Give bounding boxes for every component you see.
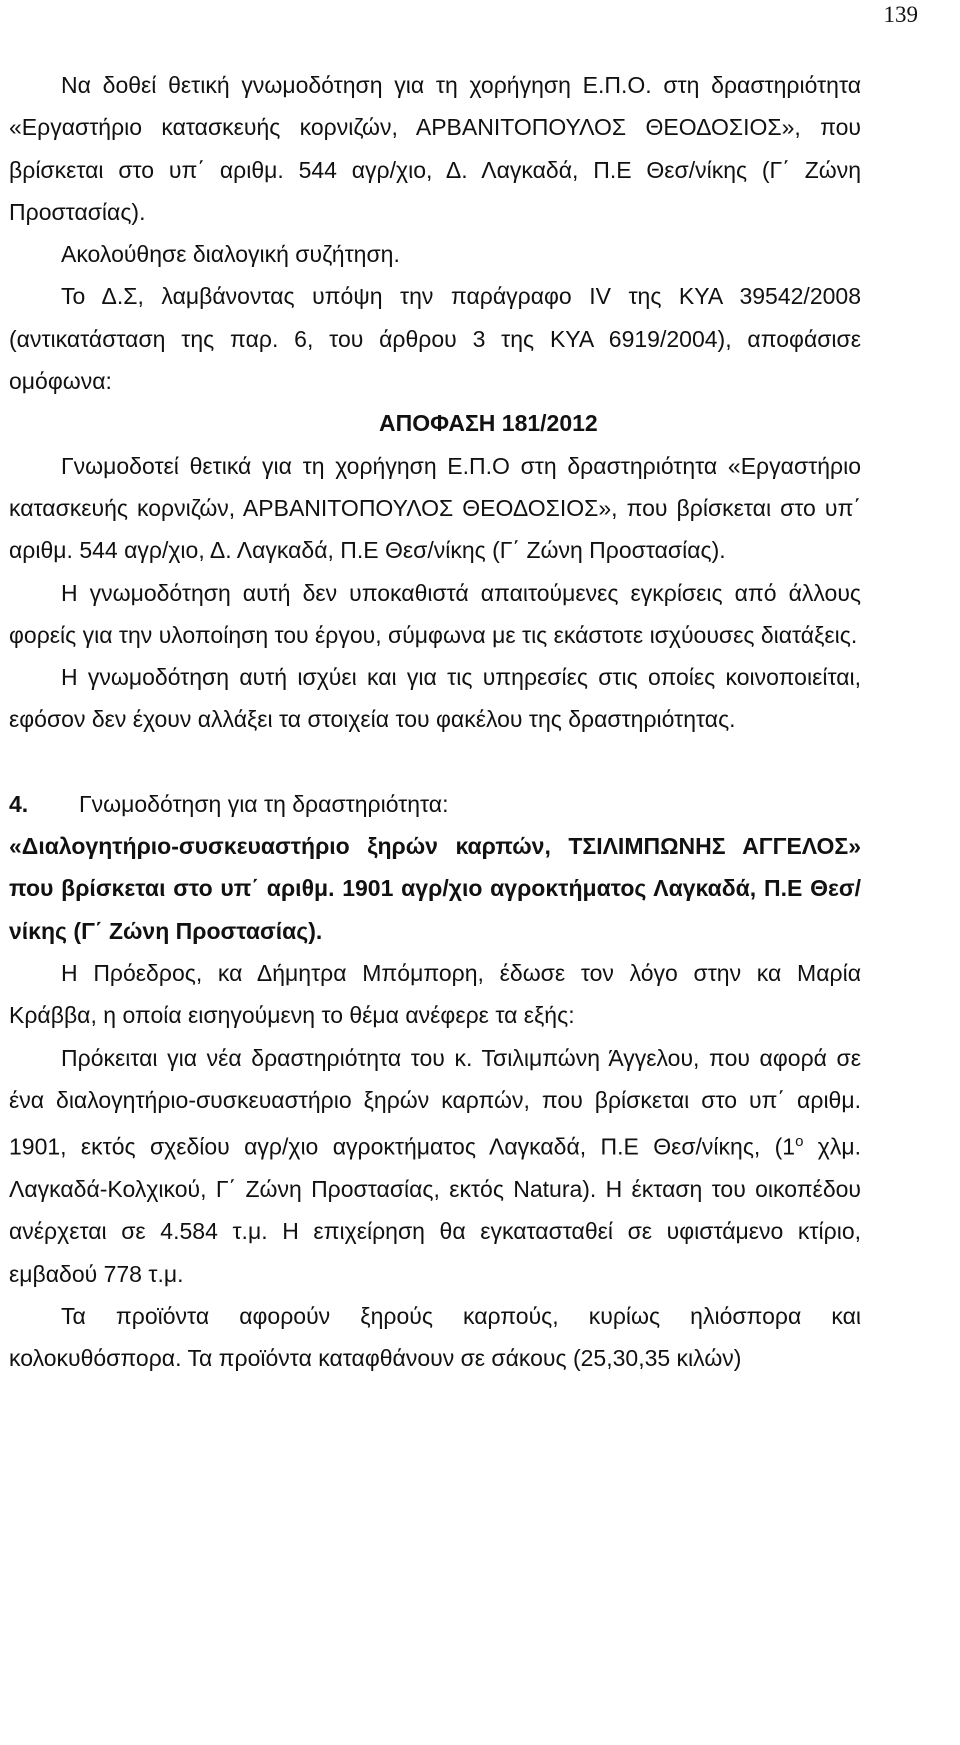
paragraph-activity-description [9, 1037, 861, 1295]
activity-text-part1: Πρόκειται για νέα δραστηριότητα του κ. Τσιλιμπώνη Άγγελου, που αφορά σε ένα διαλογητήριο-συσκευαστήριο ξηρών καρπών, που βρίσκεται στο υπ΄ αριθμ. 1901, εκτός σχεδίου αγρ/χιο αγροκτήματος Λαγκαδά, Π.Ε Θεσ/νίκης, (1 [9, 1044, 861, 1160]
paragraph-discussion: Ακολούθησε διαλογική συζήτηση. [61, 241, 400, 268]
document-body [9, 64, 861, 1380]
item-intro: Γνωμοδότηση για τη δραστηριότητα: [79, 790, 449, 817]
item-heading [9, 783, 861, 825]
paragraph-validity: Η γνωμοδότηση αυτή ισχύει και για τις υπηρεσίες στις οποίες κοινοποιείται, εφόσον δεν έχουν αλλάξει τα στοιχεία του φακέλου της δραστηριότητας. [9, 664, 861, 733]
decision-heading: ΑΠΟΦΑΣΗ 181/2012 [379, 410, 598, 437]
paragraph-products: Τα προϊόντα αφορούν ξηρούς καρπούς, κυρίως ηλιόσπορα και κολοκυθόσπορα. Τα προϊόντα καταφθάνουν σε σάκους (25,30,35 κιλών) [9, 1302, 861, 1372]
activity-superscript: ο [795, 1133, 804, 1151]
paragraph-positive-opinion: Γνωμοδοτεί θετικά για τη χορήγηση Ε.Π.Ο στη δραστηριότητα «Εργαστήριο κατασκευής κορνιζών, ΑΡΒΑΝΙΤΟΠΟΥΛΟΣ ΘΕΟΔΟΣΙΟΣ», που βρίσκεται στο υπ΄ αριθμ. 544 αγρ/χιο, Δ. Λαγκαδά, Π.Ε Θεσ/νίκης (Γ΄ Ζώνη Προστασίας). [9, 452, 861, 564]
paragraph-president: Η Πρόεδρος, κα Δήμητρα Μπόμπορη, έδωσε τον λόγο στην κα Μαρία Κράββα, η οποία εισηγούμενη το θέμα ανέφερε τα εξής: [9, 959, 861, 1029]
paragraph-board-decision: Το Δ.Σ, λαμβάνοντας υπόψη την παράγραφο IV της ΚΥΑ 39542/2008 (αντικατάσταση της παρ. 6, του άρθρου 3 της ΚΥΑ 6919/2004), αποφάσισε ομόφωνα: [9, 283, 861, 395]
item-number: 4. [9, 790, 29, 817]
paragraph-proposal: Να δοθεί θετική γνωμοδότηση για τη χορήγηση Ε.Π.Ο. στη δραστηριότητα «Εργαστήριο κατασκευής κορνιζών, ΑΡΒΑΝΙΤΟΠΟΥΛΟΣ ΘΕΟΔΟΣΙΟΣ», που βρίσκεται στο υπ΄ αριθμ. 544 αγρ/χιο, Δ. Λαγκαδά, Π.Ε Θεσ/νίκης (Γ΄ Ζώνη Προστασίας). [9, 72, 861, 225]
paragraph-no-substitute: Η γνωμοδότηση αυτή δεν υποκαθιστά απαιτούμενες εγκρίσεις από άλλους φορείς για την υλοποίηση του έργου, σύμφωνα με τις εκάστοτε ισχύουσες διατάξεις. [9, 579, 861, 648]
activity-text-part2: χλμ. Λαγκαδά-Κολχικού, Γ΄ Ζώνη Προστασίας, εκτός Natura). Η έκταση του οικοπέδου ανέρχεται σε 4.584 τ.μ. Η επιχείρηση θα εγκατασταθεί σε υφιστάμενο κτίριο, εμβαδού 778 τ.μ. [9, 1133, 861, 1287]
section-spacer [9, 741, 861, 783]
item-title: «Διαλογητήριο-συσκευαστήριο ξηρών καρπών, ΤΣΙΛΙΜΠΩΝΗΣ ΑΓΓΕΛΟΣ» που βρίσκεται στο υπ΄ αριθμ. 1901 αγρ/χιο αγροκτήματος Λαγκαδά, Π.Ε Θεσ/νίκης (Γ΄ Ζώνη Προστασίας). [9, 833, 861, 944]
page-number: 139 [883, 2, 918, 27]
